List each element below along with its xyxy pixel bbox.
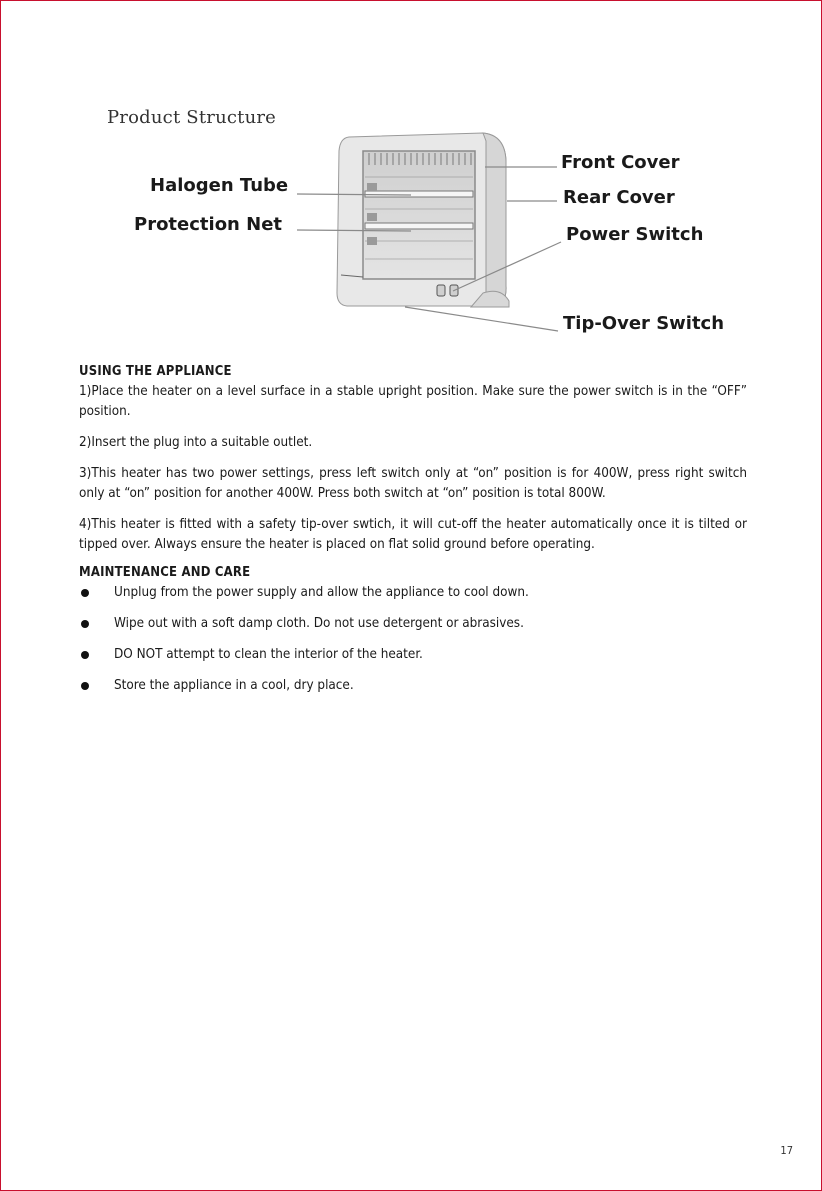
using-heading: USING THE APPLIANCE [79, 364, 232, 379]
maintenance-heading: MAINTENANCE AND CARE [79, 565, 251, 580]
maintenance-list [79, 583, 747, 696]
bullet-icon [81, 682, 89, 690]
label-protection-net: Protection Net [134, 214, 283, 235]
heater-illustration [337, 133, 509, 307]
using-step-4: 4)This heater is fitted with a safety tip-over swtich, it will cut-off the heater automatically once it is tilted or tipped over. Always ensure the heater is placed on flat solid ground before operating. [79, 517, 747, 552]
product-structure-diagram [1, 1, 821, 361]
using-step-1: 1)Place the heater on a level surface in a stable upright position. Make sure the power switch is in the “OFF” position. [79, 384, 747, 419]
list-item: DO NOT attempt to clean the interior of the heater. [79, 645, 747, 665]
bullet-icon [81, 589, 89, 597]
label-tip-over-switch: Tip-Over Switch [563, 313, 725, 334]
bullet-icon [81, 651, 89, 659]
list-item: Unplug from the power supply and allow the appliance to cool down. [79, 583, 747, 603]
label-halogen-tube: Halogen Tube [150, 175, 289, 196]
instructions [79, 362, 747, 707]
list-item: Wipe out with a soft damp cloth. Do not use detergent or abrasives. [79, 614, 747, 634]
label-rear-cover: Rear Cover [563, 187, 675, 208]
figure-title: Product Structure [107, 107, 277, 128]
bullet-icon [81, 620, 89, 628]
label-power-switch: Power Switch [566, 224, 704, 245]
list-item: Store the appliance in a cool, dry place. [79, 676, 747, 696]
page-number: 17 [780, 1144, 793, 1157]
using-step-2: 2)Insert the plug into a suitable outlet. [79, 435, 313, 450]
using-step-3: 3)This heater has two power settings, press left switch only at “on” position is for 400W, press right switch only at “on” position for another 400W. Press both switch at “on” position is total 800W. [79, 466, 747, 501]
label-front-cover: Front Cover [561, 152, 680, 173]
